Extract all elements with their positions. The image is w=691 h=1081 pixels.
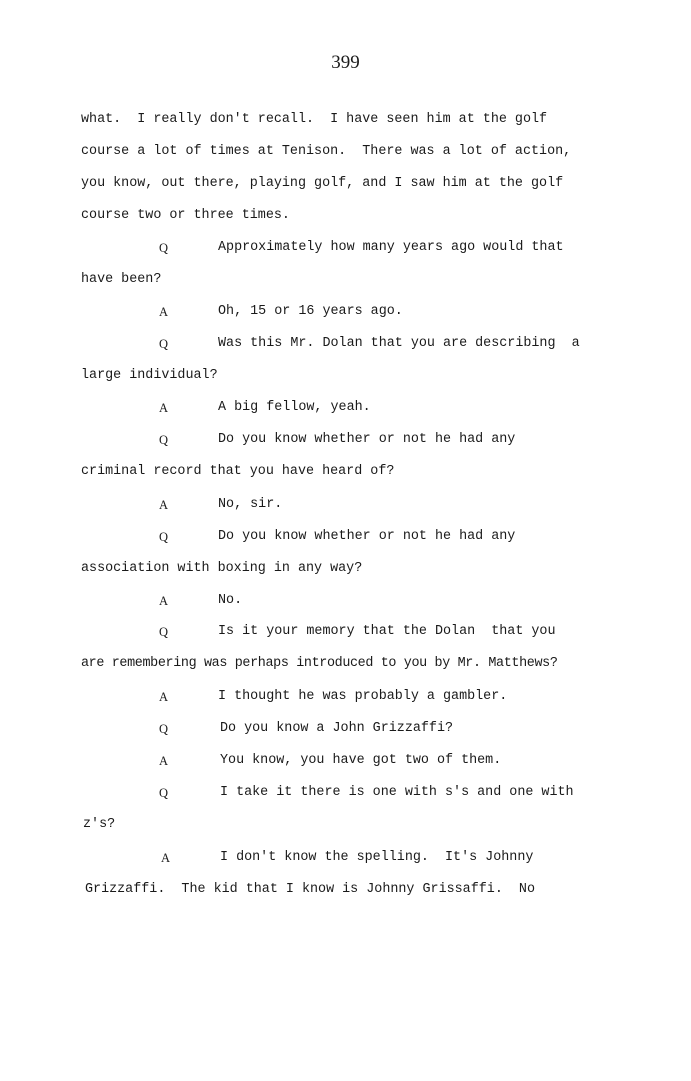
transcript-line: Do you know whether or not he had any [218,529,516,544]
transcript-line: Grizzaffi. The kid that I know is Johnny Grissaffi. No [85,882,535,897]
transcript-line: are remembering was perhaps introduced to you by Mr. Matthews? [81,656,558,671]
transcript-line: Is it your memory that the Dolan that you [218,624,556,639]
transcript-line: I thought he was probably a gambler. [218,689,508,704]
transcript-line: No. [218,593,243,608]
transcript-line: you know, out there, playing golf, and I saw him at the golf [81,176,564,191]
transcript-line: A big fellow, yeah. [218,400,371,415]
speaker-label: A [159,594,169,608]
transcript-line: Was this Mr. Dolan that you are describing a [218,336,580,351]
transcript-line: large individual? [81,368,218,383]
speaker-label: A [159,498,169,512]
speaker-label: A [159,305,169,319]
speaker-label: A [159,401,169,415]
transcript-line: z's? [83,817,116,832]
speaker-label: A [159,754,169,768]
page-number: 399 [331,52,360,73]
speaker-label: Q [159,433,169,447]
speaker-label: Q [159,722,169,736]
speaker-label: Q [159,337,169,351]
transcript-line: Do you know whether or not he had any [218,432,516,447]
speaker-label: Q [159,530,169,544]
speaker-label: Q [159,241,169,255]
transcript-line: I take it there is one with s's and one with [220,785,574,800]
speaker-label: A [159,690,169,704]
speaker-label: Q [159,625,169,639]
transcript-line: course two or three times. [81,208,290,223]
transcript-line: have been? [81,272,162,287]
transcript-line: course a lot of times at Tenison. There was a lot of action, [81,144,572,159]
speaker-label: A [161,851,171,865]
transcript-line: criminal record that you have heard of? [81,464,395,479]
transcript-line: association with boxing in any way? [81,561,363,576]
transcript-line: No, sir. [218,497,283,512]
transcript-line: Oh, 15 or 16 years ago. [218,304,403,319]
transcript-line: Approximately how many years ago would that [218,240,564,255]
speaker-label: Q [159,786,169,800]
transcript-line: You know, you have got two of them. [220,753,502,768]
transcript-line: I don't know the spelling. It's Johnny [220,850,534,865]
transcript-line: what. I really don't recall. I have seen him at the golf [81,112,548,127]
transcript-line: Do you know a John Grizzaffi? [220,721,454,736]
